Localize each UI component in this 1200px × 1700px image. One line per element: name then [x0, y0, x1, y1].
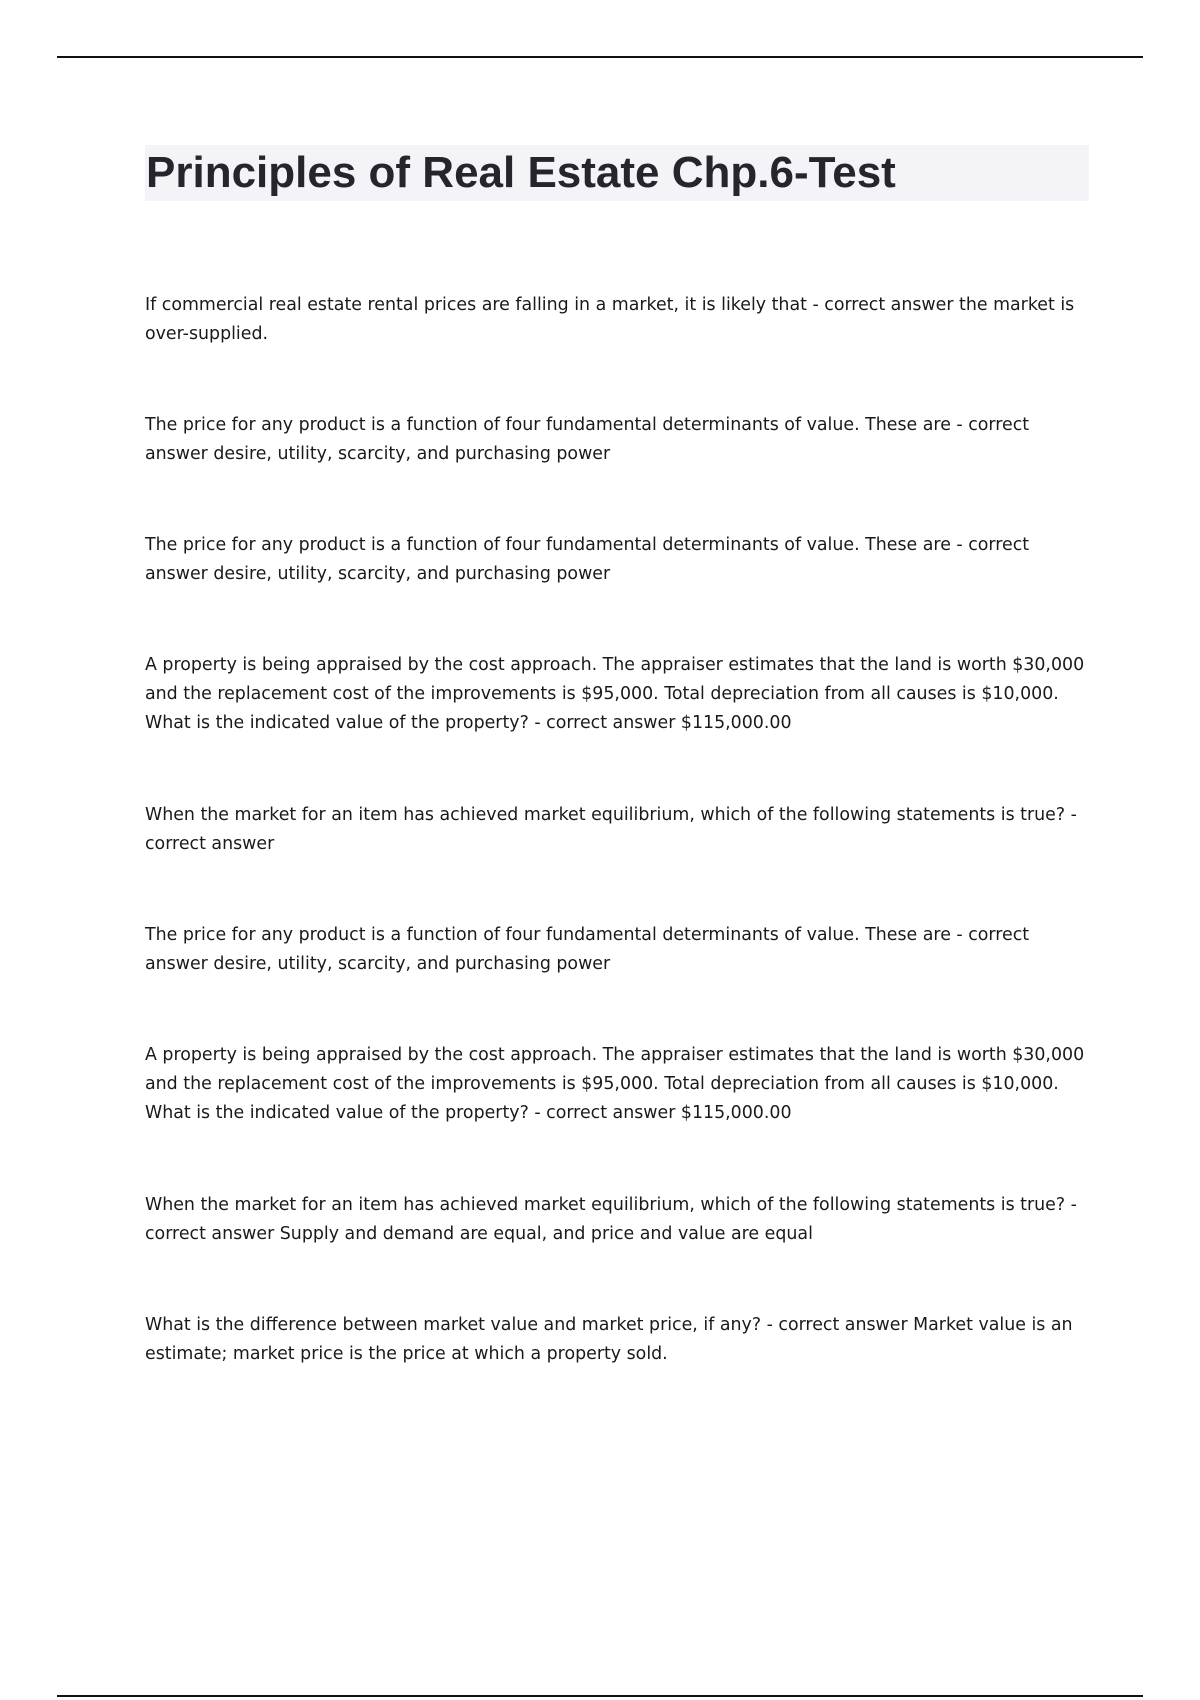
- qa-item: A property is being appraised by the cost approach. The appraiser estimates that the land is worth $30,000 and the replacement cost of the improvements is $95,000. Total depreciation from all causes is $10,000. What is the indicated value of the property? - correct answer $115,000.00: [145, 1045, 1085, 1123]
- qa-item: If commercial real estate rental prices are falling in a market, it is likely that - correct answer the market is over-supplied.: [145, 295, 1075, 344]
- page-title: Principles of Real Estate Chp.6-Test: [146, 148, 896, 197]
- qa-item: The price for any product is a function of four fundamental determinants of value. These are - correct answer desire, utility, scarcity, and purchasing power: [145, 415, 1030, 464]
- qa-item: The price for any product is a function of four fundamental determinants of value. These are - correct answer desire, utility, scarcity, and purchasing power: [145, 535, 1030, 584]
- qa-item: When the market for an item has achieved market equilibrium, which of the following statements is true? - correct answer: [145, 805, 1077, 854]
- top-divider: [57, 56, 1143, 58]
- qa-item: What is the difference between market value and market price, if any? - correct answer Market value is an estimate; market price is the price at which a property sold.: [145, 1315, 1073, 1364]
- qa-item: When the market for an item has achieved market equilibrium, which of the following statements is true? - correct answer Supply and demand are equal, and price and value are equal: [145, 1195, 1077, 1244]
- qa-item: A property is being appraised by the cost approach. The appraiser estimates that the land is worth $30,000 and the replacement cost of the improvements is $95,000. Total depreciation from all causes is $10,000. What is the indicated value of the property? - correct answer $115,000.00: [145, 655, 1085, 733]
- bottom-divider: [57, 1695, 1143, 1697]
- qa-item: The price for any product is a function of four fundamental determinants of value. These are - correct answer desire, utility, scarcity, and purchasing power: [145, 925, 1030, 974]
